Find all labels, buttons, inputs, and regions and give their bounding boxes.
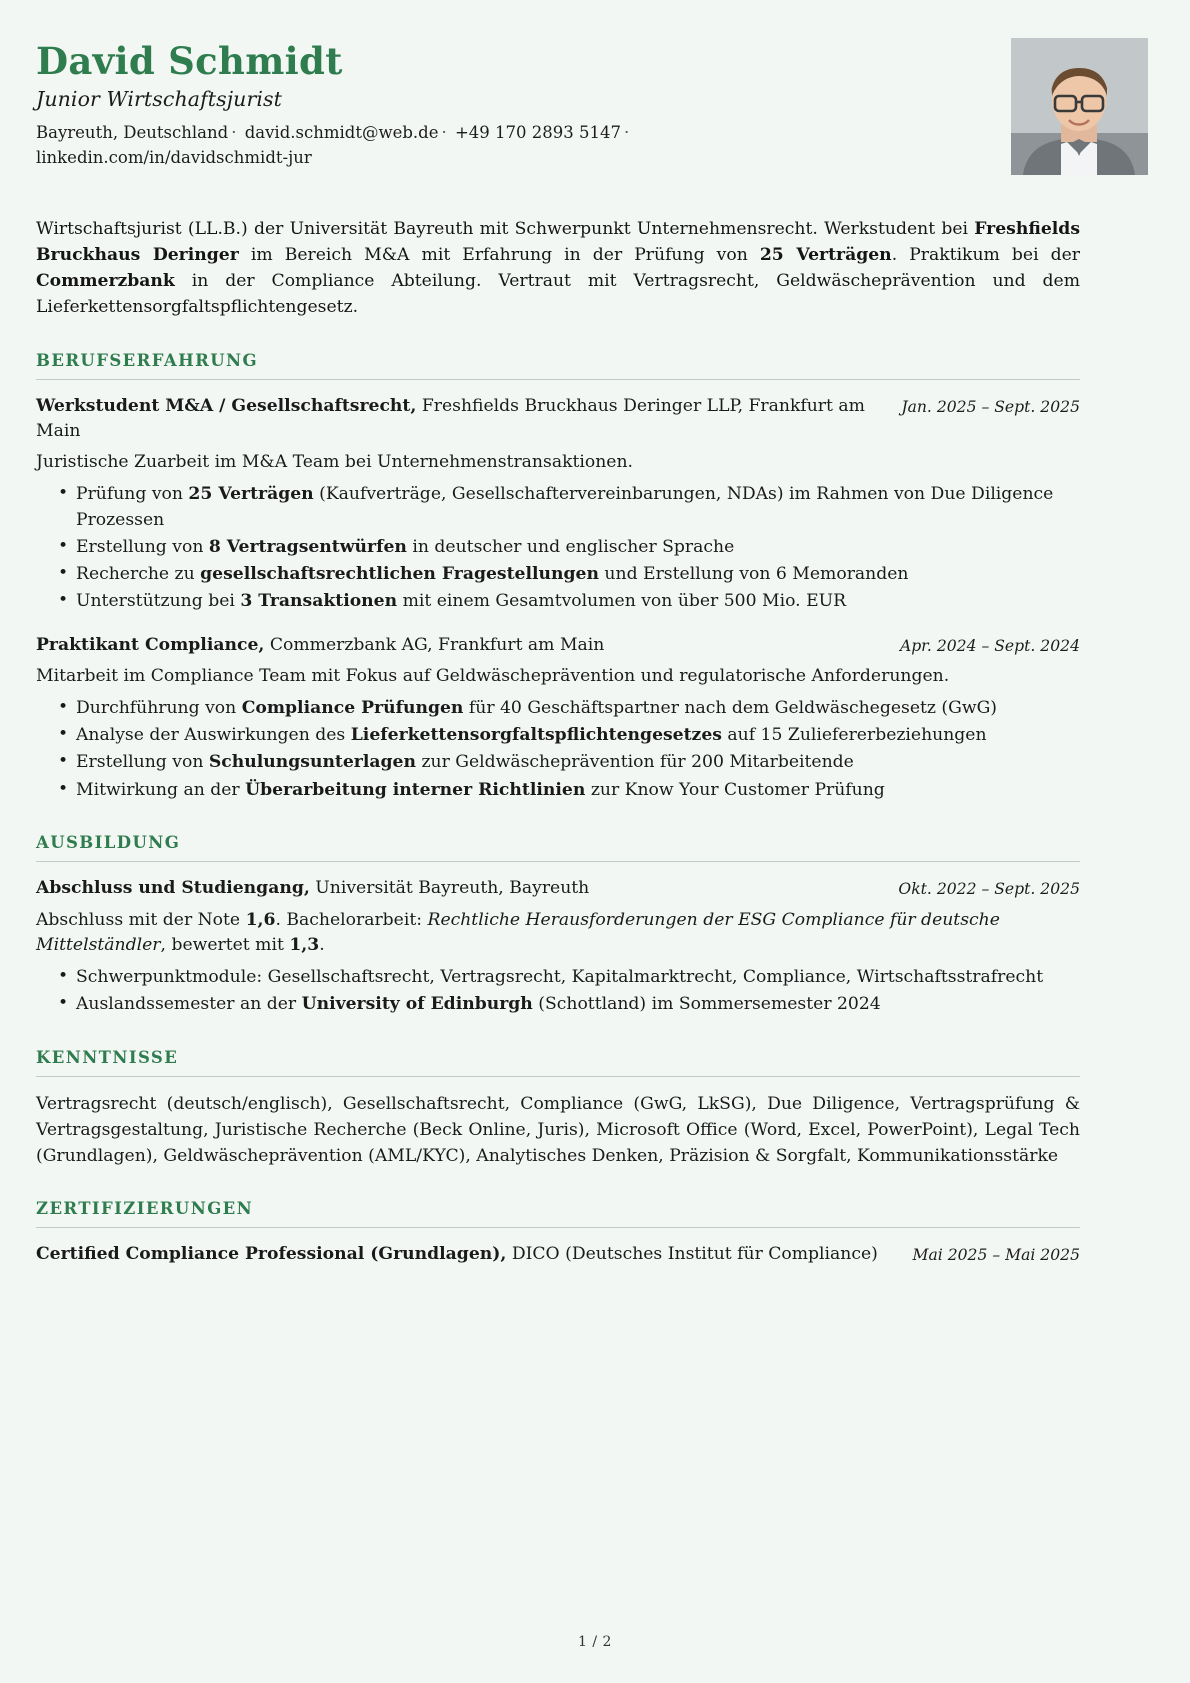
thesis-grade: 1,3 [289,935,320,956]
section-title-experience: BERUFSERFAHRUNG [36,350,258,370]
bullet-post: für 40 Geschäftspartner nach dem Geldwäschegesetz (GwG) [463,697,998,718]
bullet-post: zur Geldwäscheprävention für 200 Mitarbeitende [415,752,854,773]
bullet-pre: Schwerpunktmodule: Gesellschaftsrecht, Vertragsrecht, Kapitalmarktrecht, Compliance, Wirtschaftsstrafrecht [76,967,1044,988]
contact-line [36,120,736,171]
education-institution: Universität Bayreuth, Bayreuth [309,878,590,899]
bullet-bold: Überarbeitung interner Richtlinien [245,779,586,800]
certification-issuer: DICO (Deutsches Institut für Compliance) [506,1244,878,1265]
skills-text: Vertragsrecht (deutsch/englisch), Gesellschaftsrecht, Compliance (GwG, LkSG), Due Diligence, Vertragsprüfung & Vertragsgestaltung, Juristische Recherche (Beck Online, Juris), Microsoft Office (Word, Excel, PowerPoint), Legal Tech (Grundlagen), Geldwäscheprävention (AML/KYC), Analytisches Denken, Präzision & Sorgfalt, Kommunikationsstärke [36,1093,1080,1166]
experience-description: Juristische Zuarbeit im M&A Team bei Unternehmenstransaktionen. [36,452,634,473]
list-item [58,589,1080,614]
list-item [58,562,1080,587]
bullet-pre: Auslandssemester an der [76,994,302,1015]
bullet-pre: Analyse der Auswirkungen des [76,725,351,746]
contact-linkedin[interactable]: linkedin.com/in/davidschmidt-jur [36,148,312,168]
summary-text-2: im Bereich M&A mit Erfahrung in der Prüfung von [238,245,760,266]
page-number: 1 / 2 [578,1634,612,1650]
education-heading [36,876,1080,901]
section-certifications [36,1199,1080,1267]
bullet-bold: Schulungsunterlagen [208,752,416,773]
contact-email[interactable]: david.schmidt@web.de [244,122,439,142]
section-title-skills: KENNTNISSE [36,1047,179,1067]
experience-date: Jan. 2025 – Sept. 2025 [901,397,1080,416]
bullet-post: zur Know Your Customer Prüfung [585,779,885,800]
list-item [58,992,1080,1017]
list-item [58,535,1080,560]
summary-bold-3: Commerzbank [36,271,175,292]
summary-paragraph [36,216,1080,321]
bullet-pre: Recherche zu [76,564,201,585]
education-description [36,908,1080,960]
experience-date: Apr. 2024 – Sept. 2024 [899,636,1080,655]
summary-text-1: Wirtschaftsjurist (LL.B.) der Universität Bayreuth mit Schwerpunkt Unternehmensrecht. Werkstudent bei [36,219,975,239]
contact-location: Bayreuth, Deutschland [36,122,229,142]
bullet-bold: 25 Verträgen [188,484,314,505]
divider-experience [36,379,1080,380]
summary-text-3: . Praktikum bei der [891,245,1081,266]
bullet-pre: Erstellung von [76,752,209,773]
experience-heading [36,394,1080,445]
section-experience [36,351,1080,803]
page-title: David Schmidt [36,39,343,83]
bullet-pre: Prüfung von [76,484,189,505]
education-desc-post: . [319,935,325,956]
summary-bold-2: 25 Verträgen [759,245,892,266]
education-grade: 1,6 [245,909,276,930]
list-item [58,696,1080,721]
bullet-pre: Erstellung von [76,536,209,557]
bullet-pre: Durchführung von [76,697,242,718]
bullet-bold: Compliance Prüfungen [241,697,464,718]
certification-date: Mai 2025 – Mai 2025 [912,1246,1080,1265]
certification-entry [36,1242,1080,1267]
bullet-bold: University of Edinburgh [301,994,533,1015]
experience-entry [36,394,1080,615]
experience-role: Werkstudent M&A / Gesellschaftsrecht, [36,395,417,416]
experience-company: Commerzbank AG, Frankfurt am Main [264,634,605,655]
list-item [58,723,1080,748]
experience-description: Mitarbeit im Compliance Team mit Fokus auf Geldwäscheprävention und regulatorische Anforderungen. [36,666,950,687]
bullet-bold: 3 Transaktionen [240,591,398,612]
list-item [58,482,1080,533]
bullet-post: mit einem Gesamtvolumen von über 500 Mio. EUR [397,591,847,612]
education-desc-pre: Abschluss mit der Note [36,909,246,930]
certification-heading [36,1242,1080,1267]
contact-separator-3: · [624,122,630,142]
divider-skills [36,1076,1080,1077]
thesis-title: Rechtliche Herausforderungen der ESG Compliance für deutsche Mittelständler [36,909,1000,956]
bullet-bold: Lieferkettensorgfaltspflichtengesetzes [350,725,722,746]
education-desc-mid2: , bewertet mit [160,935,290,956]
divider-certifications [36,1227,1080,1228]
education-date: Okt. 2022 – Sept. 2025 [898,880,1080,899]
education-entry [36,876,1080,1018]
experience-heading [36,633,1080,658]
contact-phone[interactable]: +49 170 2893 5147 [454,122,622,142]
resume-header [36,40,1080,190]
job-title: Junior Wirtschaftsjurist [36,86,282,111]
contact-separator-2: · [441,122,447,142]
experience-role: Praktikant Compliance, [36,634,265,655]
divider-education [36,861,1080,862]
experience-entry [36,633,1080,803]
summary-text-4: in der Compliance Abteilung. Vertraut mit Vertragsrecht, Geldwäscheprävention und dem Lieferkettensorgfaltspflichtengesetz. [36,271,1080,318]
experience-bullets [36,482,1080,614]
bullet-bold: 8 Vertragsentwürfen [208,536,407,557]
bullet-post: und Erstellung von 6 Memoranden [598,564,909,585]
bullet-pre: Unterstützung bei [76,591,241,612]
experience-bullets [36,696,1080,803]
summary-bold-1: Freshfields Bruckhaus Deringer [36,219,1080,266]
bullet-post: (Schottland) im Sommersemester 2024 [532,994,881,1015]
contact-separator-1: · [231,122,237,142]
education-desc-mid: . Bachelorarbeit: [275,909,428,930]
list-item [58,965,1080,990]
certification-title: Certified Compliance Professional (Grundlagen), [36,1244,507,1265]
avatar [1011,38,1148,175]
list-item [58,778,1080,803]
list-item [58,750,1080,775]
education-bullets [36,965,1080,1018]
bullet-post: (Kaufverträge, Gesellschaftervereinbarungen, NDAs) im Rahmen von Due Diligence Prozessen [76,484,1054,530]
section-education [36,833,1080,1018]
section-title-certifications: ZERTIFIZIERUNGEN [36,1199,254,1219]
section-skills [36,1048,1080,1169]
section-title-education: AUSBILDUNG [36,833,181,853]
education-degree: Abschluss und Studiengang, [36,878,310,899]
experience-company: Freshfields Bruckhaus Deringer LLP, Frankfurt am Main [36,395,865,442]
bullet-pre: Mitwirkung an der [76,779,246,800]
bullet-post: auf 15 Zuliefererbeziehungen [721,725,987,746]
bullet-bold: gesellschaftsrechtlichen Fragestellungen [200,564,599,585]
bullet-post: in deutscher und englischer Sprache [406,536,735,557]
